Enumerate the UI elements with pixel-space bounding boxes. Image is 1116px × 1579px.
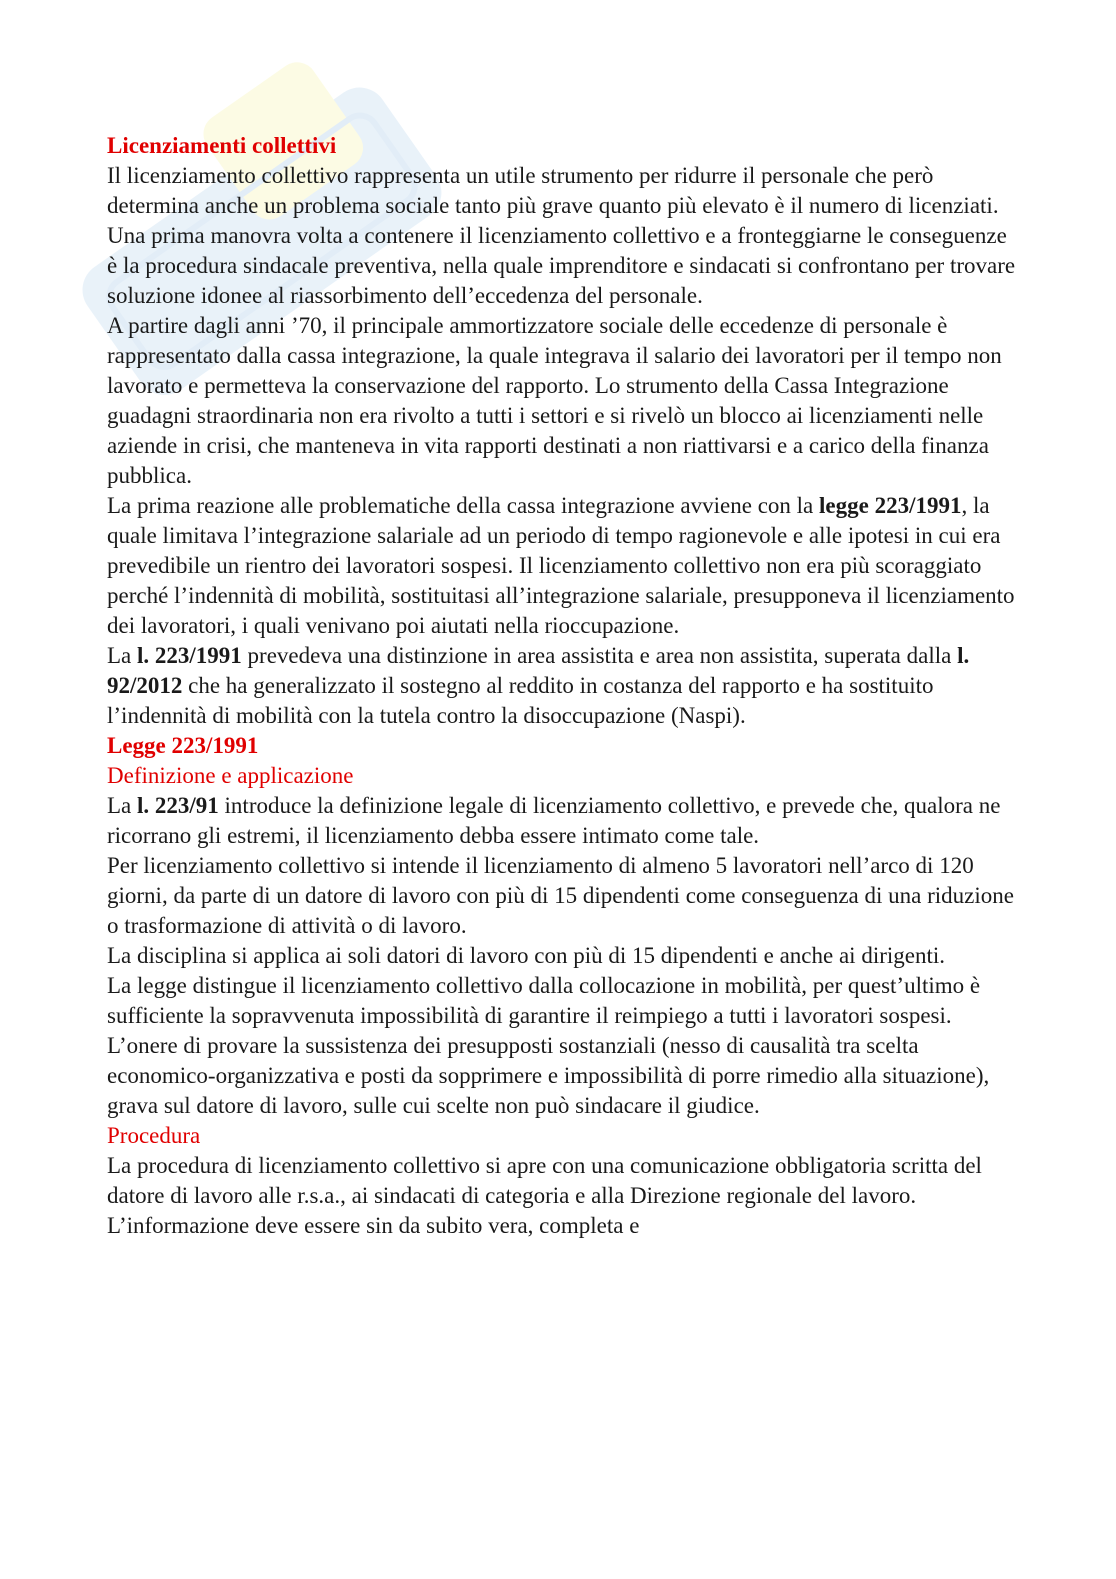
document-page <box>107 131 1017 1241</box>
l-92-2012-ref: l. 92/2012 <box>107 643 970 698</box>
definition-paragraph-3: La legge distingue il licenziamento collettivo dalla collocazione in mobilità, per quest’ultimo è sufficiente la sopravvenuta impossibilità di garantire il reimpiego a tutti i lavoratori sospesi. <box>107 973 981 1028</box>
l-223-91-ref: l. 223/91 <box>137 793 219 818</box>
intro-paragraph-3: A partire dagli anni ’70, il principale ammortizzatore sociale delle eccedenze di personale è rappresentato dalla cassa integrazione, la quale integrava il salario dei lavoratori per il tempo non lavorato e permetteva la conservazione del rapporto. Lo strumento della Cassa Integrazione guadagni straordinaria non era rivolto a tutti i settori e si rivelò un blocco ai licenziamenti nelle aziende in crisi, che manteneva in vita rapporti destinati a non riattivarsi e a carico della finanza pubblica. <box>107 313 1002 488</box>
procedure-paragraph: La procedura di licenziamento collettivo si apre con una comunicazione obbligatoria scritta del datore di lavoro alle r.s.a., ai sindacati di categoria e alla Direzione regionale del lavoro. L’informazione deve essere sin da subito vera, completa e <box>107 1153 982 1238</box>
legge-1991-paragraph: La prima reazione alle problematiche della cassa integrazione avviene con la legge 223/1991, la quale limitava l’integrazione salariale ad un periodo di tempo ragionevole e alle ipotesi in cui era prevedibile un rientro dei lavoratori sospesi. Il licenziamento collettivo non era più scoraggiato perché l’indennità di mobilità, sostituitasi all’integrazione salariale, presupponeva il licenziamento dei lavoratori, i quali venivano poi aiutati nella rioccupazione. <box>107 493 1015 638</box>
intro-paragraph-2: Una prima manovra volta a contenere il licenziamento collettivo e a fronteggiarne le conseguenze è la procedura sindacale preventiva, nella quale imprenditore e sindacati si confrontano per trovare soluzione idonee al riassorbimento dell’eccedenza del personale. <box>107 223 1016 308</box>
area-assistita-paragraph: La l. 223/1991 prevedeva una distinzione in area assistita e area non assistita, superata dalla l. 92/2012 che ha generalizzato il sostegno al reddito in costanza del rapporto e ha sostituito l’indennità di mobilità con la tutela contro la disoccupazione (Naspi). <box>107 643 970 728</box>
definition-paragraph-2: La disciplina si applica ai soli datori di lavoro con più di 15 dipendenti e anche ai dirigenti. <box>107 943 945 968</box>
document-title: Licenziamenti collettivi <box>107 133 337 158</box>
subsection-heading-procedura: Procedura <box>107 1123 201 1148</box>
l-223-1991-ref: l. 223/1991 <box>137 643 242 668</box>
section-heading: Legge 223/1991 <box>107 733 259 758</box>
legge-223-1991-ref: legge 223/1991 <box>819 493 962 518</box>
definition-intro-paragraph: La l. 223/91 introduce la definizione legale di licenziamento collettivo, e prevede che, qualora ne ricorrano gli estremi, il licenziamento debba essere intimato come tale. <box>107 793 1001 848</box>
definition-paragraph-4: L’onere di provare la sussistenza dei presupposti sostanziali (nesso di causalità tra scelta economico-organizzativa e posti da sopprimere e impossibilità di porre rimedio alla situazione), grava sul datore di lavoro, sulle cui scelte non può sindacare il giudice. <box>107 1033 990 1118</box>
subsection-heading-definizione: Definizione e applicazione <box>107 763 354 788</box>
definition-paragraph-1: Per licenziamento collettivo si intende il licenziamento di almeno 5 lavoratori nell’arco di 120 giorni, da parte di un datore di lavoro con più di 15 dipendenti come conseguenza di una riduzione o trasformazione di attività o di lavoro. <box>107 853 1014 938</box>
intro-paragraph-1: Il licenziamento collettivo rappresenta un utile strumento per ridurre il personale che però determina anche un problema sociale tanto più grave quanto più elevato è il numero di licenziati. <box>107 163 999 218</box>
